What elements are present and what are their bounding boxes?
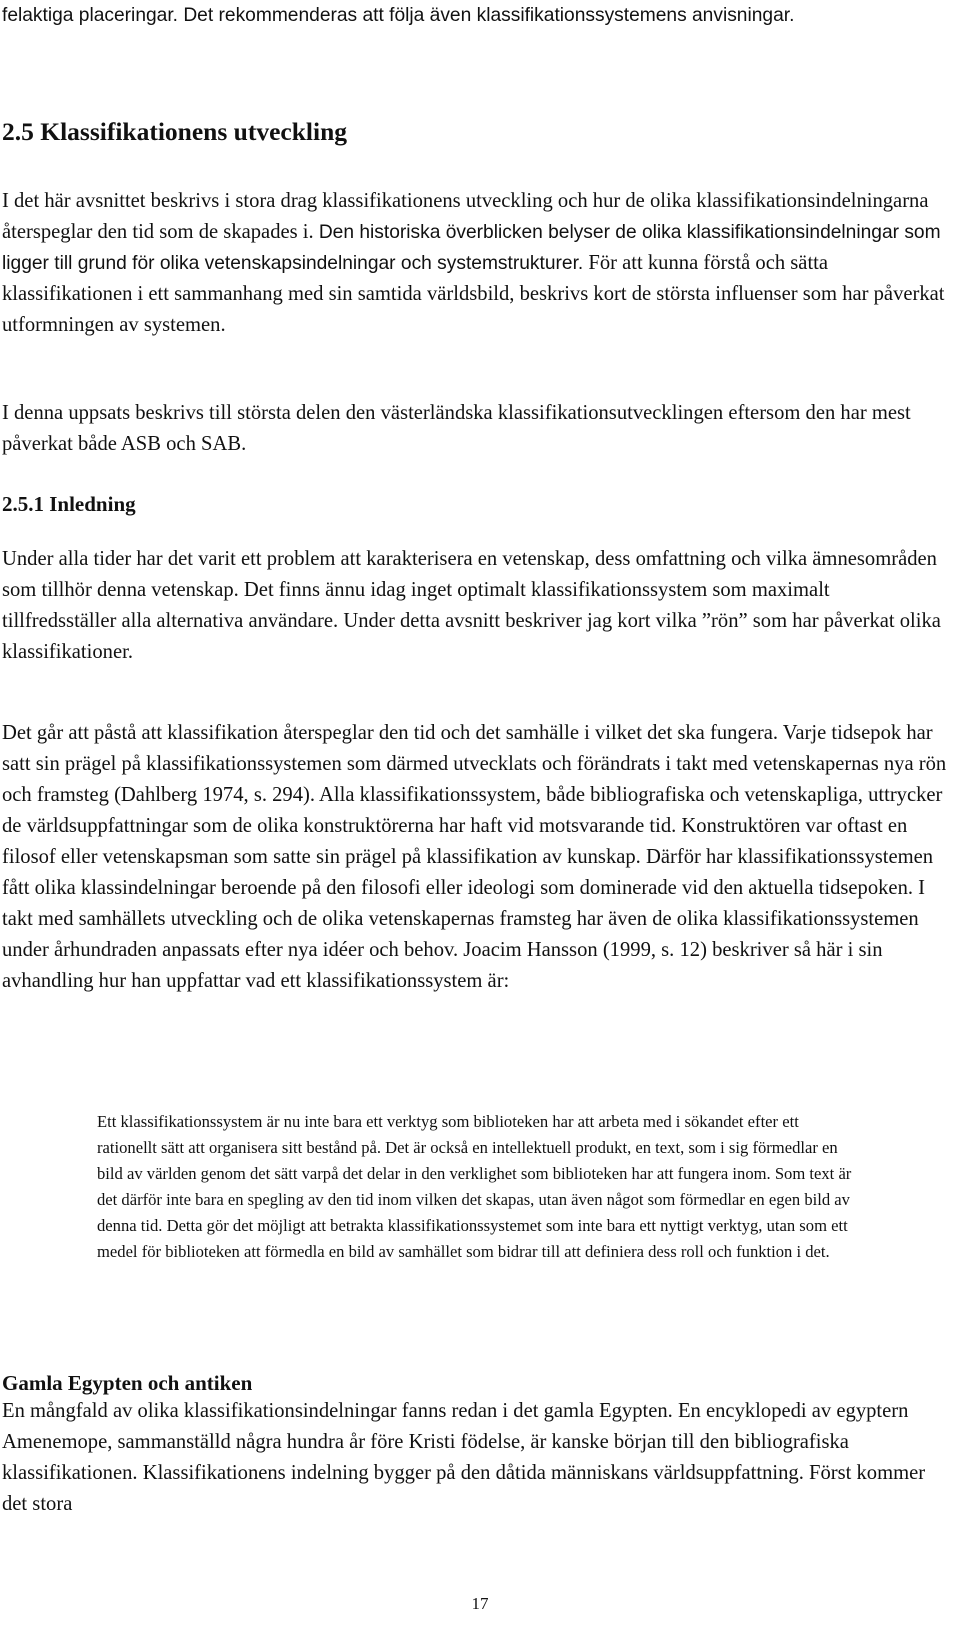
- paragraph-egypten: [2, 1396, 948, 1520]
- text-run: För att kunna förstå och sätta klassifikationen i ett sammanhang med sin samtida världsbild, beskrivs kort de största influenser som har påverkat utformningen av systemen.: [2, 252, 945, 336]
- section-heading-2-5: 2.5 Klassifikationens utveckling: [2, 117, 348, 146]
- section-heading-2-5-1: 2.5.1 Inledning: [2, 492, 136, 516]
- text-run: I denna uppsats beskrivs till största delen den västerländska klassifikationsutvecklingen eftersom den har mest påverkat både ASB och SAB.: [2, 402, 911, 455]
- section-heading-egypten: Gamla Egypten och antiken: [2, 1371, 253, 1395]
- paragraph-western: [2, 398, 948, 460]
- text-run: Den historiska överblicken belyser de olika klassifikationsindelningar som ligger till grund för olika vetenskapsindelningar och systemstrukturer.: [2, 222, 941, 274]
- page-number: 17: [471, 1594, 489, 1613]
- text-run: Under alla tider har det varit ett problem att karakterisera en vetenskap, dess omfattning och vilka ämnesområden som tillhör denna vetenskap. Det finns ännu idag inget optimalt klassifikationssystem som maximalt tillfredsställer alla alternativa användare. Under detta avsnitt beskriver jag kort vilka ”rön” som har påverkat olika klassifikationer.: [2, 548, 941, 663]
- text-run: I det här avsnittet beskrivs i stora drag klassifikationens utveckling och hur de olika klassifikationsindelningarna återspeglar den tid som de skapades i.: [2, 190, 929, 243]
- text-run: Det går att påstå att klassifikation återspeglar den tid och det samhälle i vilket det ska fungera. Varje tidsepok har satt sin prägel på klassifikationssystemen som därmed utvecklats och förändrats i takt med vetenskapernas nya rön och framsteg (Dahlberg 1974, s. 294). Alla klassifikationssystem, både bibliografiska och vetenskapliga, uttrycker de världsuppfattningar som de olika konstruktörerna har haft vid motsvarande tid. Konstruktören var oftast en filosof eller vetenskapsman som satte sin prägel på klassifikation av kunskap. Därför har klassifikationssystemen fått olika klassindelningar beroende på den filosofi eller ideologi som dominerade vid den aktuella tidsepoken. I takt med samhällets utveckling och de olika vetenskapernas framsteg har även de olika klassifikationssystemen under århundraden anpassats efter nya idéer och behov. Joacim Hansson (1999, s. 12) beskriver så här i sin avhandling hur han uppfattar vad ett klassifikationssystem är:: [2, 722, 947, 992]
- paragraph-samhalle: [2, 718, 948, 997]
- paragraph-inledning: [2, 544, 948, 668]
- paragraph-intro: [2, 186, 948, 341]
- text-run: En mångfald av olika klassifikationsindelningar fanns redan i det gamla Egypten. En encyklopedi av egyptern Amenemope, sammanställd några hundra år före Kristi födelse, är kanske början till den bibliografiska klassifikationen. Klassifikationens indelning bygger på den dåtida människans världsuppfattning. Först kommer det stora: [2, 1400, 926, 1515]
- block-quote: Ett klassifikationssystem är nu inte bara ett verktyg som biblioteken har att arbeta med i sökandet efter ett rationellt sätt att organisera sitt bestånd på. Det är också en intellektuell produkt, en text, som i sig förmedlar en bild av världen genom det sätt varpå det delar in den verklighet som biblioteken har att fungera inom. Som text är det därför inte bara en spegling av den tid inom vilken det skapas, utan även något som förmedlar en egen bild av denna tid. Detta gör det möjligt att betrakta klassifikationssystemet som inte bara ett nyttigt verktyg, utan som ett medel för biblioteken att förmedla en bild av samhället som bidrar till att definiera dess roll och funktion i det.: [97, 1112, 852, 1262]
- paragraph-top: [2, 0, 948, 31]
- text-run: felaktiga placeringar. Det rekommenderas att följa även klassifikationssystemens anvisningar.: [2, 5, 795, 26]
